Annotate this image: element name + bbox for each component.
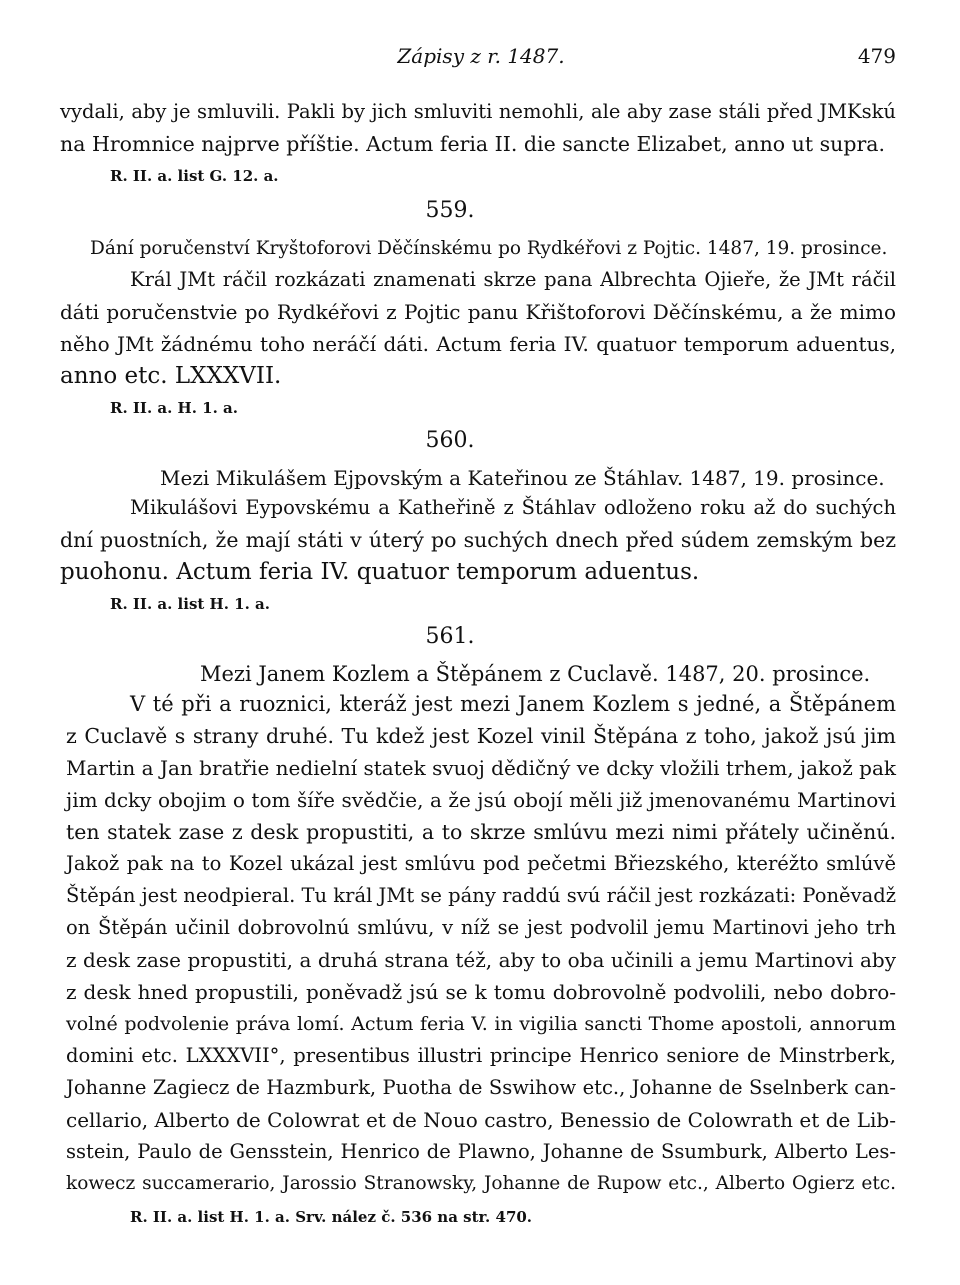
entry-number: 559. — [425, 198, 475, 223]
entry-title: Mezi Janem Kozlem a Štěpánem z Cuclavě. 1487, 20. prosince. — [200, 662, 871, 686]
text-line: jim dcky obojim o tom šíře svědčie, a že jsú obojí měli již jmenovanému Martinovi — [66, 788, 896, 812]
text-line: Král JMt ráčil rozkázati znamenati skrze pana Albrechta Ojieře, že JMt ráčil — [130, 268, 896, 291]
text-line: Štěpán jest neodpieral. Tu král JMt se pány raddú svú ráčil jest rozkázati: Poněvadž — [66, 884, 896, 907]
text-line: na Hromnice najprve příštie. Actum feria II. die sancte Elizabet, anno ut supra. — [60, 132, 885, 156]
archive-reference: R. II. a. H. 1. a. — [110, 399, 238, 417]
text-line: z desk hned propustili, poněvadž jsú se k tomu dobrovolně podvolili, nebo dobro- — [66, 980, 896, 1004]
page-number: 479 — [857, 44, 896, 68]
archive-reference: R. II. a. list H. 1. a. Srv. nález č. 536 na str. 470. — [130, 1208, 533, 1226]
text-line: domini etc. LXXXVII°, presentibus illustri principe Henrico seniore de Minstrberk, — [66, 1044, 896, 1067]
text-line: Mikulášovi Eypovskému a Katheřině z Štáhlav odloženo roku až do suchých — [130, 496, 896, 519]
text-line: V té při a ruoznici, kteráž jest mezi Janem Kozlem s jedné, a Štěpánem — [130, 692, 896, 716]
entry-title: Mezi Mikulášem Ejpovským a Kateřinou ze Štáhlav. 1487, 19. prosince. — [160, 466, 885, 490]
entry-title: Dání poručenství Kryštoforovi Děčínskému po Rydkéřovi z Pojtic. 1487, 19. prosince. — [90, 238, 888, 259]
entry-number: 560. — [425, 428, 475, 453]
text-line: z Cuclavě s strany druhé. Tu kdež jest Kozel vinil Štěpána z toho, jakož jsú jim — [66, 724, 896, 748]
entry-number: 561. — [425, 624, 475, 649]
text-line: volné podvolenie práva lomí. Actum feria V. in vigilia sancti Thome apostoli, annorum — [66, 1013, 896, 1035]
archive-reference: R. II. a. list H. 1. a. — [110, 595, 270, 613]
text-line: kowecz succamerario, Jarossio Stranowsky, Johanne de Rupow etc., Alberto Ogierz etc. — [66, 1173, 896, 1194]
archive-reference: R. II. a. list G. 12. a. — [110, 167, 279, 185]
text-line: Jakož pak na to Kozel ukázal jest smlúvu pod pečetmi Břiezského, kteréžto smlúvě — [66, 852, 896, 875]
text-line: dáti poručenstvie po Rydkéřovi z Pojtic panu Křištoforovi Děčínskému, a že mimo — [60, 300, 896, 324]
text-line: on Štěpán učinil dobrovolnú smlúvu, v níž se jest podvolil jemu Martinovi jeho trh — [66, 916, 896, 939]
text-line: cellario, Alberto de Colowrat et de Nouo castro, Benessio de Colowrath et de Lib- — [66, 1108, 896, 1132]
text-line: puohonu. Actum feria IV. quatuor temporum aduentus. — [60, 559, 700, 585]
text-line: z desk zase propustiti, a druhá strana též, aby to oba učinili a jemu Martinovi aby — [66, 948, 896, 972]
text-line: ten statek zase z desk propustiti, a to skrze smlúvu mezi nimi přátely učiněnú. — [66, 820, 896, 844]
text-line: anno etc. LXXXVII. — [60, 363, 282, 389]
text-line: vydali, aby je smluvili. Pakli by jich smluviti nemohli, ale aby zase stáli před JMKskú — [60, 100, 896, 123]
text-line: Martin a Jan bratřie nedielní statek svuoj dědičný ve dcky vložili trhem, jakož pak — [66, 756, 896, 780]
running-title: Zápisy z r. 1487. — [397, 44, 565, 68]
text-line: Johanne Zagiecz de Hazmburk, Puotha de Sswihow etc., Johanne de Sselnberk can- — [66, 1076, 896, 1099]
text-line: sstein, Paulo de Gensstein, Henrico de Plawno, Johanne de Ssumburk, Alberto Les- — [66, 1140, 896, 1163]
text-line: dní puostních, že mají státi v úterý po suchých dnech před súdem zemským bez — [60, 528, 896, 552]
page-header — [66, 44, 896, 74]
text-line: něho JMt žádnému toho neráčí dáti. Actum feria IV. quatuor temporum aduentus, — [60, 332, 896, 356]
